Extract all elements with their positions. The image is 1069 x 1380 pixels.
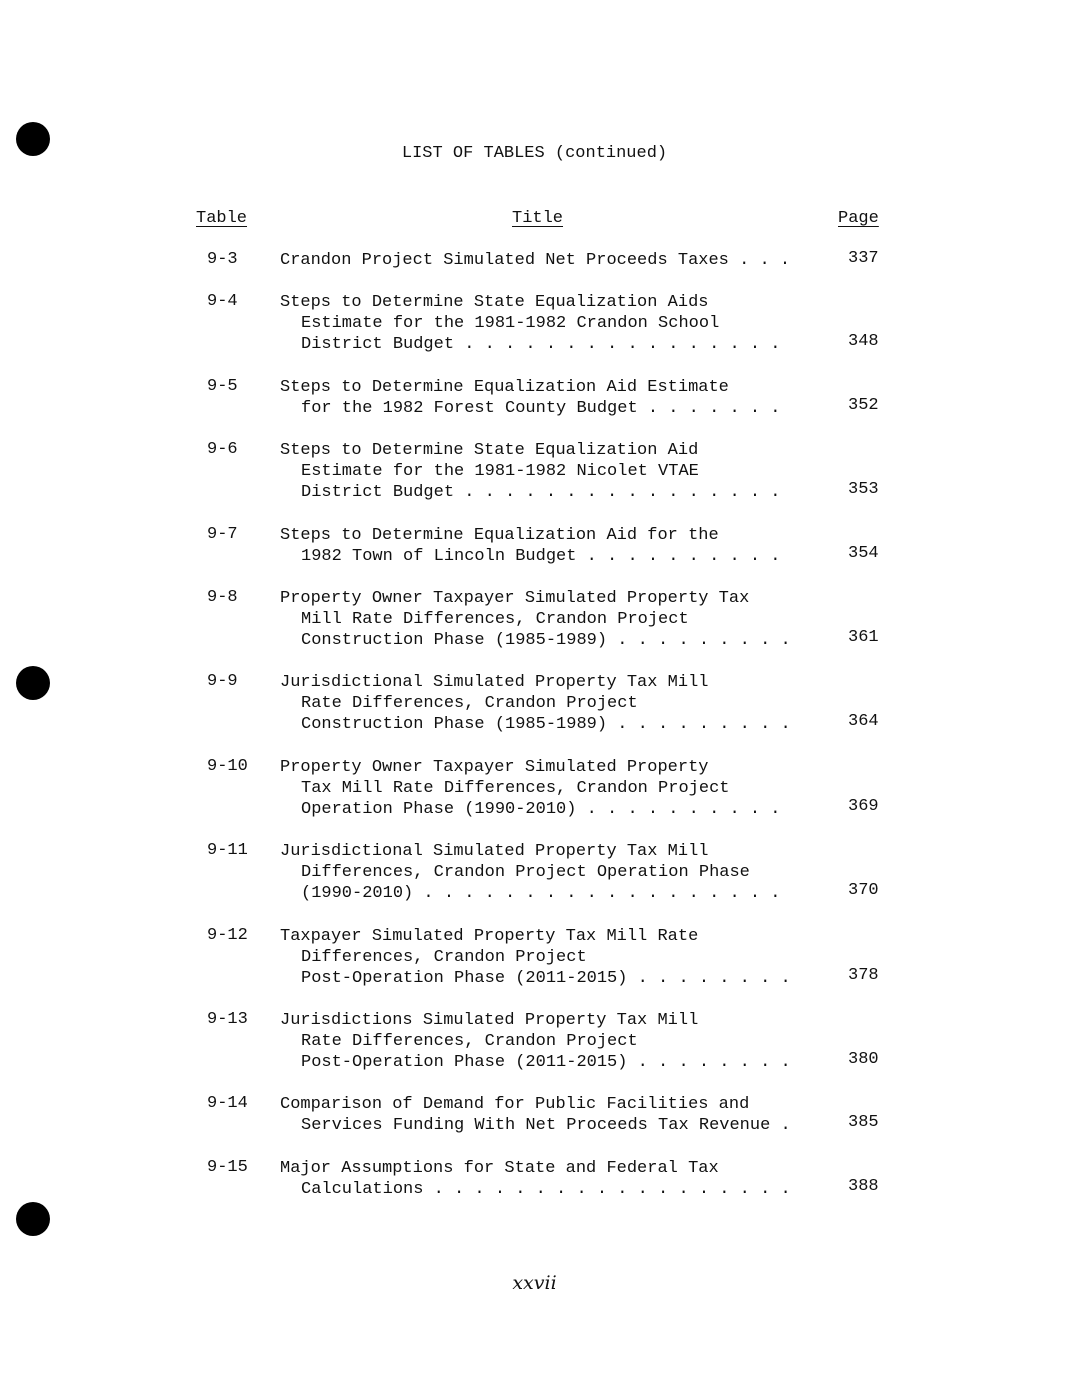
table-entry <box>0 292 1069 355</box>
table-entry <box>0 1010 1069 1073</box>
table-page-number: 388 <box>848 1177 879 1196</box>
table-title-line: Taxpayer Simulated Property Tax Mill Rate <box>280 927 699 946</box>
table-title-line: Post-Operation Phase (2011-2015) . . . . . . . . <box>301 1053 791 1072</box>
table-page-number: 385 <box>848 1113 879 1132</box>
table-number: 9-13 <box>207 1010 248 1029</box>
table-page-number: 370 <box>848 881 879 900</box>
table-entry <box>0 1158 1069 1221</box>
table-page-number: 354 <box>848 544 879 563</box>
table-page-number: 352 <box>848 396 879 415</box>
table-title-line: Post-Operation Phase (2011-2015) . . . . . . . . <box>301 969 791 988</box>
table-title-line: Jurisdictional Simulated Property Tax Mill <box>280 673 709 692</box>
table-title-line: Differences, Crandon Project Operation Phase <box>301 863 750 882</box>
table-entry <box>0 926 1069 989</box>
table-title-line: Crandon Project Simulated Net Proceeds Taxes . . . <box>280 251 791 270</box>
table-title-line: Estimate for the 1981-1982 Crandon School <box>301 314 720 333</box>
table-entry <box>0 672 1069 735</box>
table-title-line: 1982 Town of Lincoln Budget . . . . . . . . . . <box>301 547 781 566</box>
table-number: 9-11 <box>207 841 248 860</box>
column-header-table: Table <box>196 209 248 228</box>
table-title-line: Estimate for the 1981-1982 Nicolet VTAE <box>301 462 699 481</box>
table-title-line: Mill Rate Differences, Crandon Project <box>301 610 689 629</box>
page-number: xxvii <box>512 1272 557 1294</box>
table-title-line: District Budget . . . . . . . . . . . . . . . . <box>301 335 781 354</box>
table-number: 9-6 <box>207 440 238 459</box>
table-number: 9-3 <box>207 250 238 269</box>
table-number: 9-9 <box>207 672 238 691</box>
table-title-line: Construction Phase (1985-1989) . . . . . . . . . <box>301 631 791 650</box>
table-page-number: 378 <box>848 966 879 985</box>
table-page-number: 348 <box>848 332 879 351</box>
table-entry <box>0 1094 1069 1157</box>
table-title-line: Steps to Determine Equalization Aid Estimate <box>280 378 729 397</box>
table-title-line: Services Funding With Net Proceeds Tax Revenue . <box>301 1116 791 1135</box>
column-header-title: Title <box>512 209 564 228</box>
table-title-line: Rate Differences, Crandon Project <box>301 694 638 713</box>
table-title-line: Operation Phase (1990-2010) . . . . . . . . . . <box>301 800 781 819</box>
table-title-line: District Budget . . . . . . . . . . . . . . . . <box>301 483 781 502</box>
table-entry <box>0 377 1069 440</box>
table-page-number: 380 <box>848 1050 879 1069</box>
table-number: 9-5 <box>207 377 238 396</box>
table-title-line: Steps to Determine State Equalization Aids <box>280 293 709 312</box>
table-title-line: Major Assumptions for State and Federal Tax <box>280 1159 719 1178</box>
table-title-line: Steps to Determine Equalization Aid for the <box>280 526 719 545</box>
table-title-line: for the 1982 Forest County Budget . . . . . . . <box>301 399 781 418</box>
table-title-line: (1990-2010) . . . . . . . . . . . . . . . . . . <box>301 884 781 903</box>
page-title: LIST OF TABLES (continued) <box>401 144 668 163</box>
table-title-line: Property Owner Taxpayer Simulated Property Tax <box>280 589 750 608</box>
table-page-number: 353 <box>848 480 879 499</box>
table-title-line: Tax Mill Rate Differences, Crandon Project <box>301 779 730 798</box>
table-title-line: Differences, Crandon Project <box>301 948 587 967</box>
table-title-line: Jurisdictions Simulated Property Tax Mill <box>280 1011 699 1030</box>
table-number: 9-15 <box>207 1158 248 1177</box>
table-title-line: Rate Differences, Crandon Project <box>301 1032 638 1051</box>
table-title-line: Comparison of Demand for Public Facilities and <box>280 1095 750 1114</box>
table-number: 9-8 <box>207 588 238 607</box>
table-entry <box>0 588 1069 651</box>
table-number: 9-14 <box>207 1094 248 1113</box>
table-title-line: Construction Phase (1985-1989) . . . . . . . . . <box>301 715 791 734</box>
table-page-number: 369 <box>848 797 879 816</box>
table-entry <box>0 841 1069 904</box>
table-entry <box>0 757 1069 820</box>
table-page-number: 364 <box>848 712 879 731</box>
table-number: 9-12 <box>207 926 248 945</box>
table-title-line: Property Owner Taxpayer Simulated Property <box>280 758 709 777</box>
table-entry <box>0 440 1069 503</box>
table-page-number: 361 <box>848 628 879 647</box>
table-number: 9-7 <box>207 525 238 544</box>
column-header-page: Page <box>838 209 879 228</box>
table-page-number: 337 <box>848 249 879 268</box>
table-title-line: Steps to Determine State Equalization Aid <box>280 441 699 460</box>
table-title-line: Calculations . . . . . . . . . . . . . . . . . . <box>301 1180 791 1199</box>
table-number: 9-4 <box>207 292 238 311</box>
table-number: 9-10 <box>207 757 248 776</box>
table-entry <box>0 525 1069 588</box>
table-title-line: Jurisdictional Simulated Property Tax Mill <box>280 842 709 861</box>
